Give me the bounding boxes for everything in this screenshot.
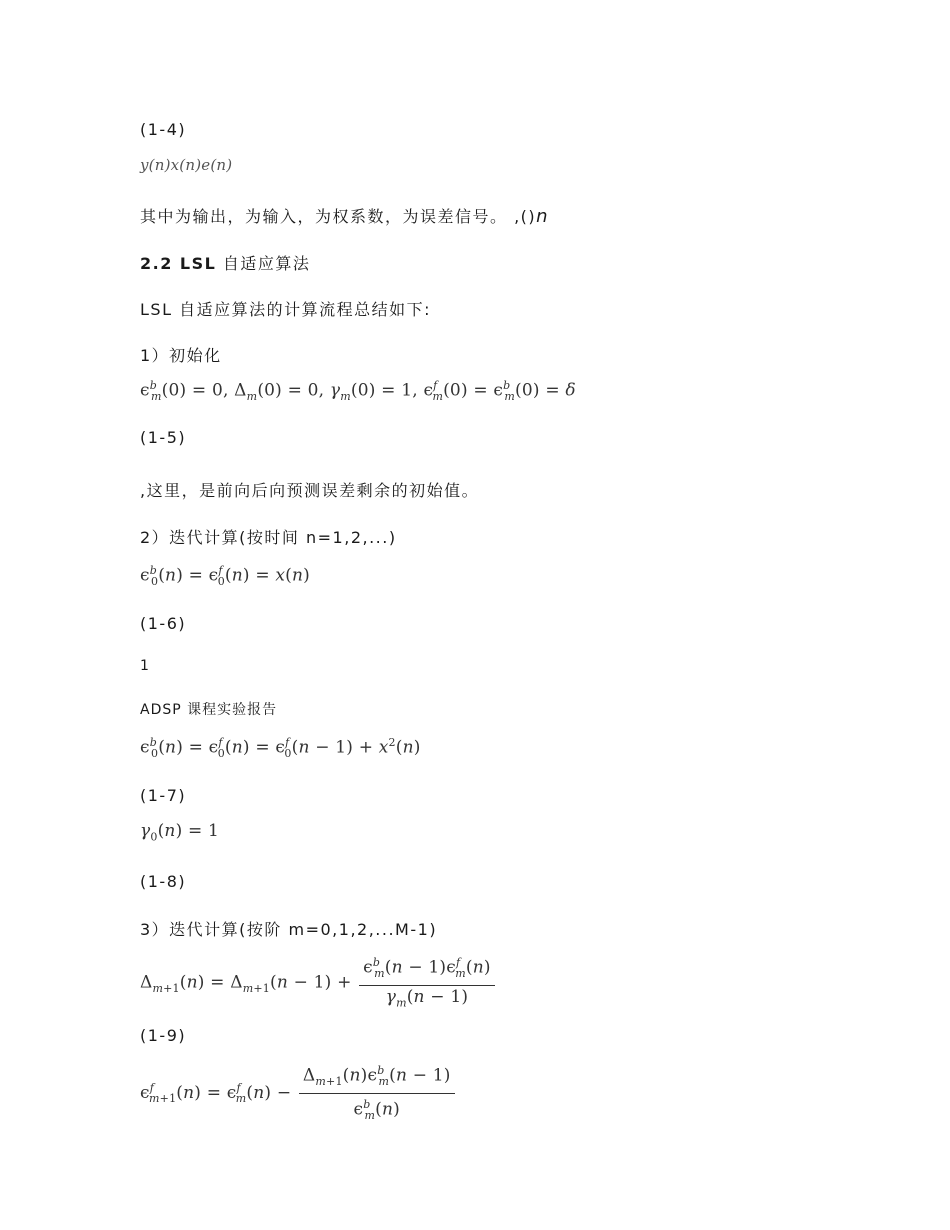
paragraph-variables: [140, 204, 549, 227]
section-heading: [140, 251, 310, 274]
page-number: 1: [140, 658, 150, 674]
formula-1-7: $\epsilon^b_0(n) = \epsilon^f_0(n) = \epsilon^f_0(n - 1) + x^2(n)$: [140, 736, 421, 761]
formula-1-6: $\epsilon^b_0(n) = \epsilon^f_0(n) = x(n)$: [140, 564, 311, 589]
equation-number-1-5: (1-5): [140, 428, 187, 447]
equation-number-1-4: (1-4): [140, 120, 187, 139]
formula-forward-error-update: $\epsilon^f_{m+1}(n) = \epsilon^f_m(n)$ − $\frac{\Delta_{m+1}(n)\epsilon^b_m(n - 1)}{\epsilon^b_m(n)}$: [140, 1060, 457, 1127]
paragraph-variables-text: 其中为输出，为输入，为权系数，为误差信号。 ,(): [140, 207, 537, 226]
paragraph-variables-n: n: [536, 206, 550, 227]
forward-error-fraction: $\frac{\Delta_{m+1}(n)\epsilon^b_m(n - 1)}{\epsilon^b_m(n)}$: [299, 1060, 455, 1127]
step-2-heading: 2）迭代计算(按时间 n=1,2,...): [140, 528, 397, 547]
step-1-heading: 1）初始化: [140, 346, 222, 365]
formula-1-8: $\gamma_0(n) = 1$: [140, 821, 220, 844]
note-paragraph: ,这里，是前向后向预测误差剩余的初始值。: [140, 481, 480, 500]
section-heading-text: 自适应算法: [222, 254, 311, 273]
section-heading-number: 2.2 LSL: [140, 254, 217, 273]
intro-paragraph: LSL 自适应算法的计算流程总结如下:: [140, 300, 431, 319]
variables-formula: y(n)x(n)e(n): [140, 156, 233, 174]
equation-number-1-6: (1-6): [140, 614, 187, 633]
equation-number-1-9: (1-9): [140, 1026, 187, 1045]
formula-1-5: $\epsilon^b_m(0) = 0$, $\Delta_m(0) = 0$, $\gamma_m(0) = 1$, $\epsilon^f_m(0) = \epsilon^b_m(0) = \delta$: [140, 379, 576, 404]
equation-number-1-7: (1-7): [140, 786, 187, 805]
delta-fraction: $\frac{\epsilon^b_m(n - 1)\epsilon^f_m(n)}{\gamma_m(n - 1)}$: [359, 952, 495, 1014]
formula-delta-update: $\Delta_{m+1}(n) = \Delta_{m+1}(n - 1)$ + $\frac{\epsilon^b_m(n - 1)\epsilon^f_m(n)}{\gamma_m(n - 1)}$: [140, 952, 497, 1014]
equation-number-1-8: (1-8): [140, 872, 187, 891]
step-3-heading: 3）迭代计算(按阶 m=0,1,2,...M-1): [140, 920, 438, 939]
running-header: ADSP 课程实验报告: [140, 702, 278, 718]
